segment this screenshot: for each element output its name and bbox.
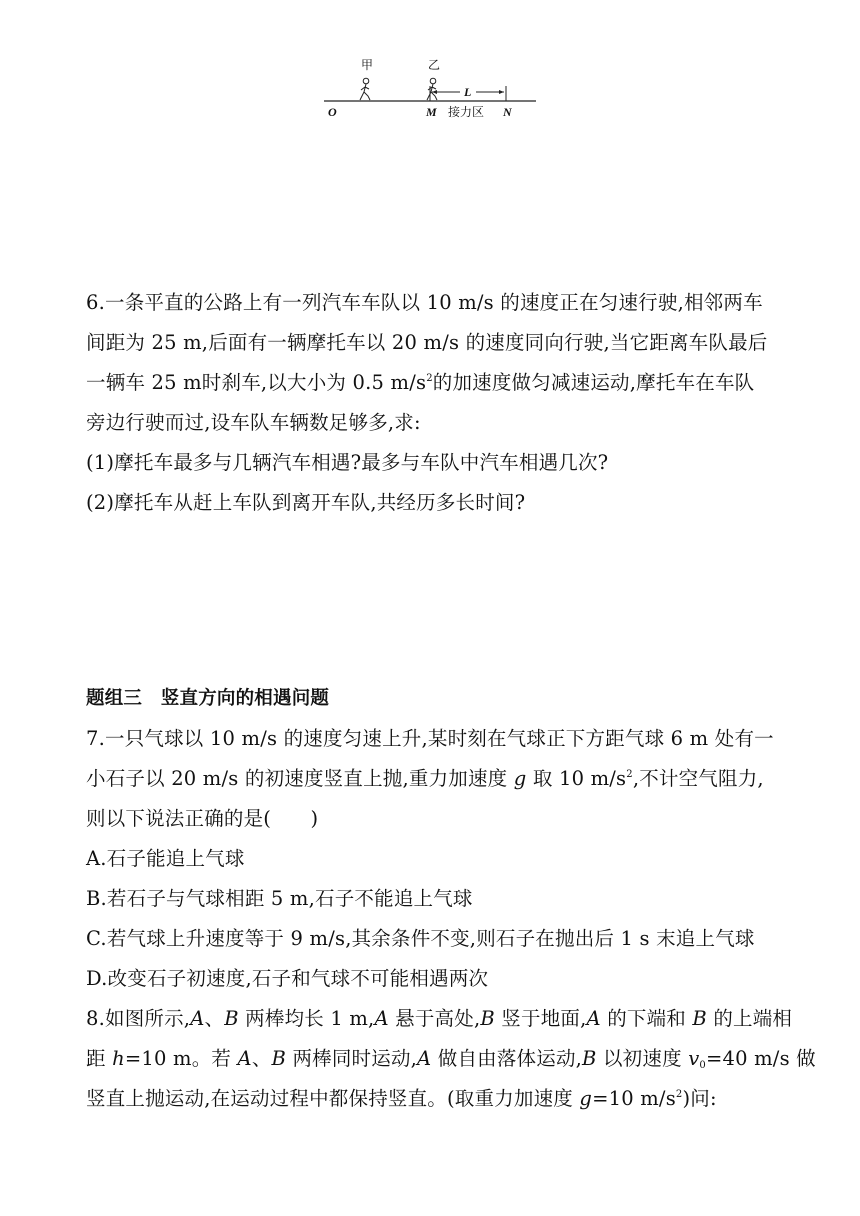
q7-option-a: A.石子能追上气球 [86, 847, 245, 870]
q8-sub-0: 0 [699, 1060, 706, 1071]
q8-l2-a: 距 [86, 1047, 113, 1070]
label-M: M [426, 105, 437, 119]
label-O: O [328, 105, 337, 119]
q8-l2-c: 、 [251, 1047, 272, 1070]
q8-var-h: h [112, 1047, 125, 1070]
q8-l3-a: 竖直上抛运动,在运动过程中都保持竖直。(取重力加速度 [86, 1087, 580, 1110]
q8-l1-d: 悬于高处, [388, 1007, 481, 1030]
q8-l1-a: 8.如图所示, [86, 1007, 191, 1030]
q8-line-3 [86, 1086, 717, 1112]
label-yi: 乙 [428, 58, 441, 72]
q8-var-A: A [374, 1007, 389, 1030]
q8-var-A: A [237, 1047, 252, 1070]
q6-subquestion-2: (2)摩托车从赶上车队到离开车队,共经历多长时间? [86, 491, 526, 514]
q7-line-2-sup: 2 [626, 769, 633, 780]
label-N: N [503, 105, 512, 119]
section-heading: 题组三 竖直方向的相遇问题 [86, 688, 330, 709]
q8-l1-g: 的上端相 [706, 1007, 793, 1030]
q7-line-2 [86, 766, 764, 792]
relay-zone-diagram [320, 52, 550, 126]
q8-l3-sup: 2 [675, 1089, 683, 1100]
q7-option-b: B.若石子与气球相距 5 m,石子不能追上气球 [86, 887, 473, 910]
q8-l1-f: 的下端和 [600, 1007, 693, 1030]
q8-l2-f: 以初速度 [596, 1047, 689, 1070]
q8-line-1 [86, 1006, 792, 1032]
q7-var-g: g [513, 767, 527, 790]
label-zone: 接力区 [448, 105, 485, 119]
q6-line-4: 旁边行驶而过,设车队车辆数足够多,求: [86, 411, 421, 434]
q8-l1-c: 两棒均长 1 m, [238, 1007, 375, 1030]
q7-option-c: C.若气球上升速度等于 9 m/s,其余条件不变,则石子在抛出后 1 s 末追上气球 [86, 927, 755, 950]
q6-line-3 [86, 370, 754, 396]
q8-l2-g: =40 m/s 做 [705, 1047, 816, 1070]
q7-line-1: 7.一只气球以 10 m/s 的速度匀速上升,某时刻在气球正下方距气球 6 m 处有一 [86, 727, 774, 750]
q7-line-2-b: 取 10 m/s [526, 767, 627, 790]
q7-line-2-c: ,不计空气阻力, [632, 767, 764, 790]
label-jia: 甲 [361, 58, 374, 72]
q8-var-B: B [271, 1047, 287, 1070]
q8-l3-c: )问: [682, 1087, 717, 1110]
q7-option-d: D.改变石子初速度,石子和气球不可能相遇两次 [86, 967, 489, 990]
q8-var-g: g [579, 1087, 593, 1110]
q8-var-B: B [692, 1007, 707, 1030]
q8-var-v: v [688, 1047, 700, 1070]
q6-line-3-a: 一辆车 25 m时刹车,以大小为 0.5 m/s [86, 371, 427, 394]
q7-line-2-a: 小石子以 20 m/s 的初速度竖直上抛,重力加速度 [86, 767, 514, 790]
q7-line-3: 则以下说法正确的是( ) [86, 807, 319, 830]
q8-var-B: B [582, 1047, 597, 1070]
label-L: L [464, 85, 472, 99]
q8-line-2 [86, 1046, 816, 1072]
q8-var-A: A [586, 1007, 601, 1030]
arrowhead-right-icon [499, 90, 504, 94]
q8-var-A: A [190, 1007, 205, 1030]
q6-subquestion-1: (1)摩托车最多与几辆汽车相遇?最多与车队中汽车相遇几次? [86, 451, 609, 474]
q8-var-B: B [480, 1007, 495, 1030]
q8-l1-b: 、 [204, 1007, 225, 1030]
q8-l2-d: 两棒同时运动, [286, 1047, 418, 1070]
q8-var-A: A [417, 1047, 432, 1070]
q8-l3-b: =10 m/s [592, 1087, 676, 1110]
q6-line-2: 间距为 25 m,后面有一辆摩托车以 20 m/s 的速度同向行驶,当它距离车队最后 [86, 331, 768, 354]
q8-l2-b: =10 m。若 [124, 1047, 238, 1070]
q6-line-1: 6.一条平直的公路上有一列汽车车队以 10 m/s 的速度正在匀速行驶,相邻两车 [86, 291, 763, 314]
q6-line-3-b: 的加速度做匀减速运动,摩托车在车队 [432, 371, 755, 394]
q8-l2-e: 做自由落体运动, [431, 1047, 583, 1070]
relay-zone-figure [320, 52, 550, 126]
q8-var-B: B [224, 1007, 239, 1030]
q8-l1-e: 竖于地面, [494, 1007, 587, 1030]
runner-jia-icon [360, 78, 370, 100]
q6-line-3-sup: 2 [426, 373, 433, 384]
runner-yi-icon [427, 78, 437, 100]
